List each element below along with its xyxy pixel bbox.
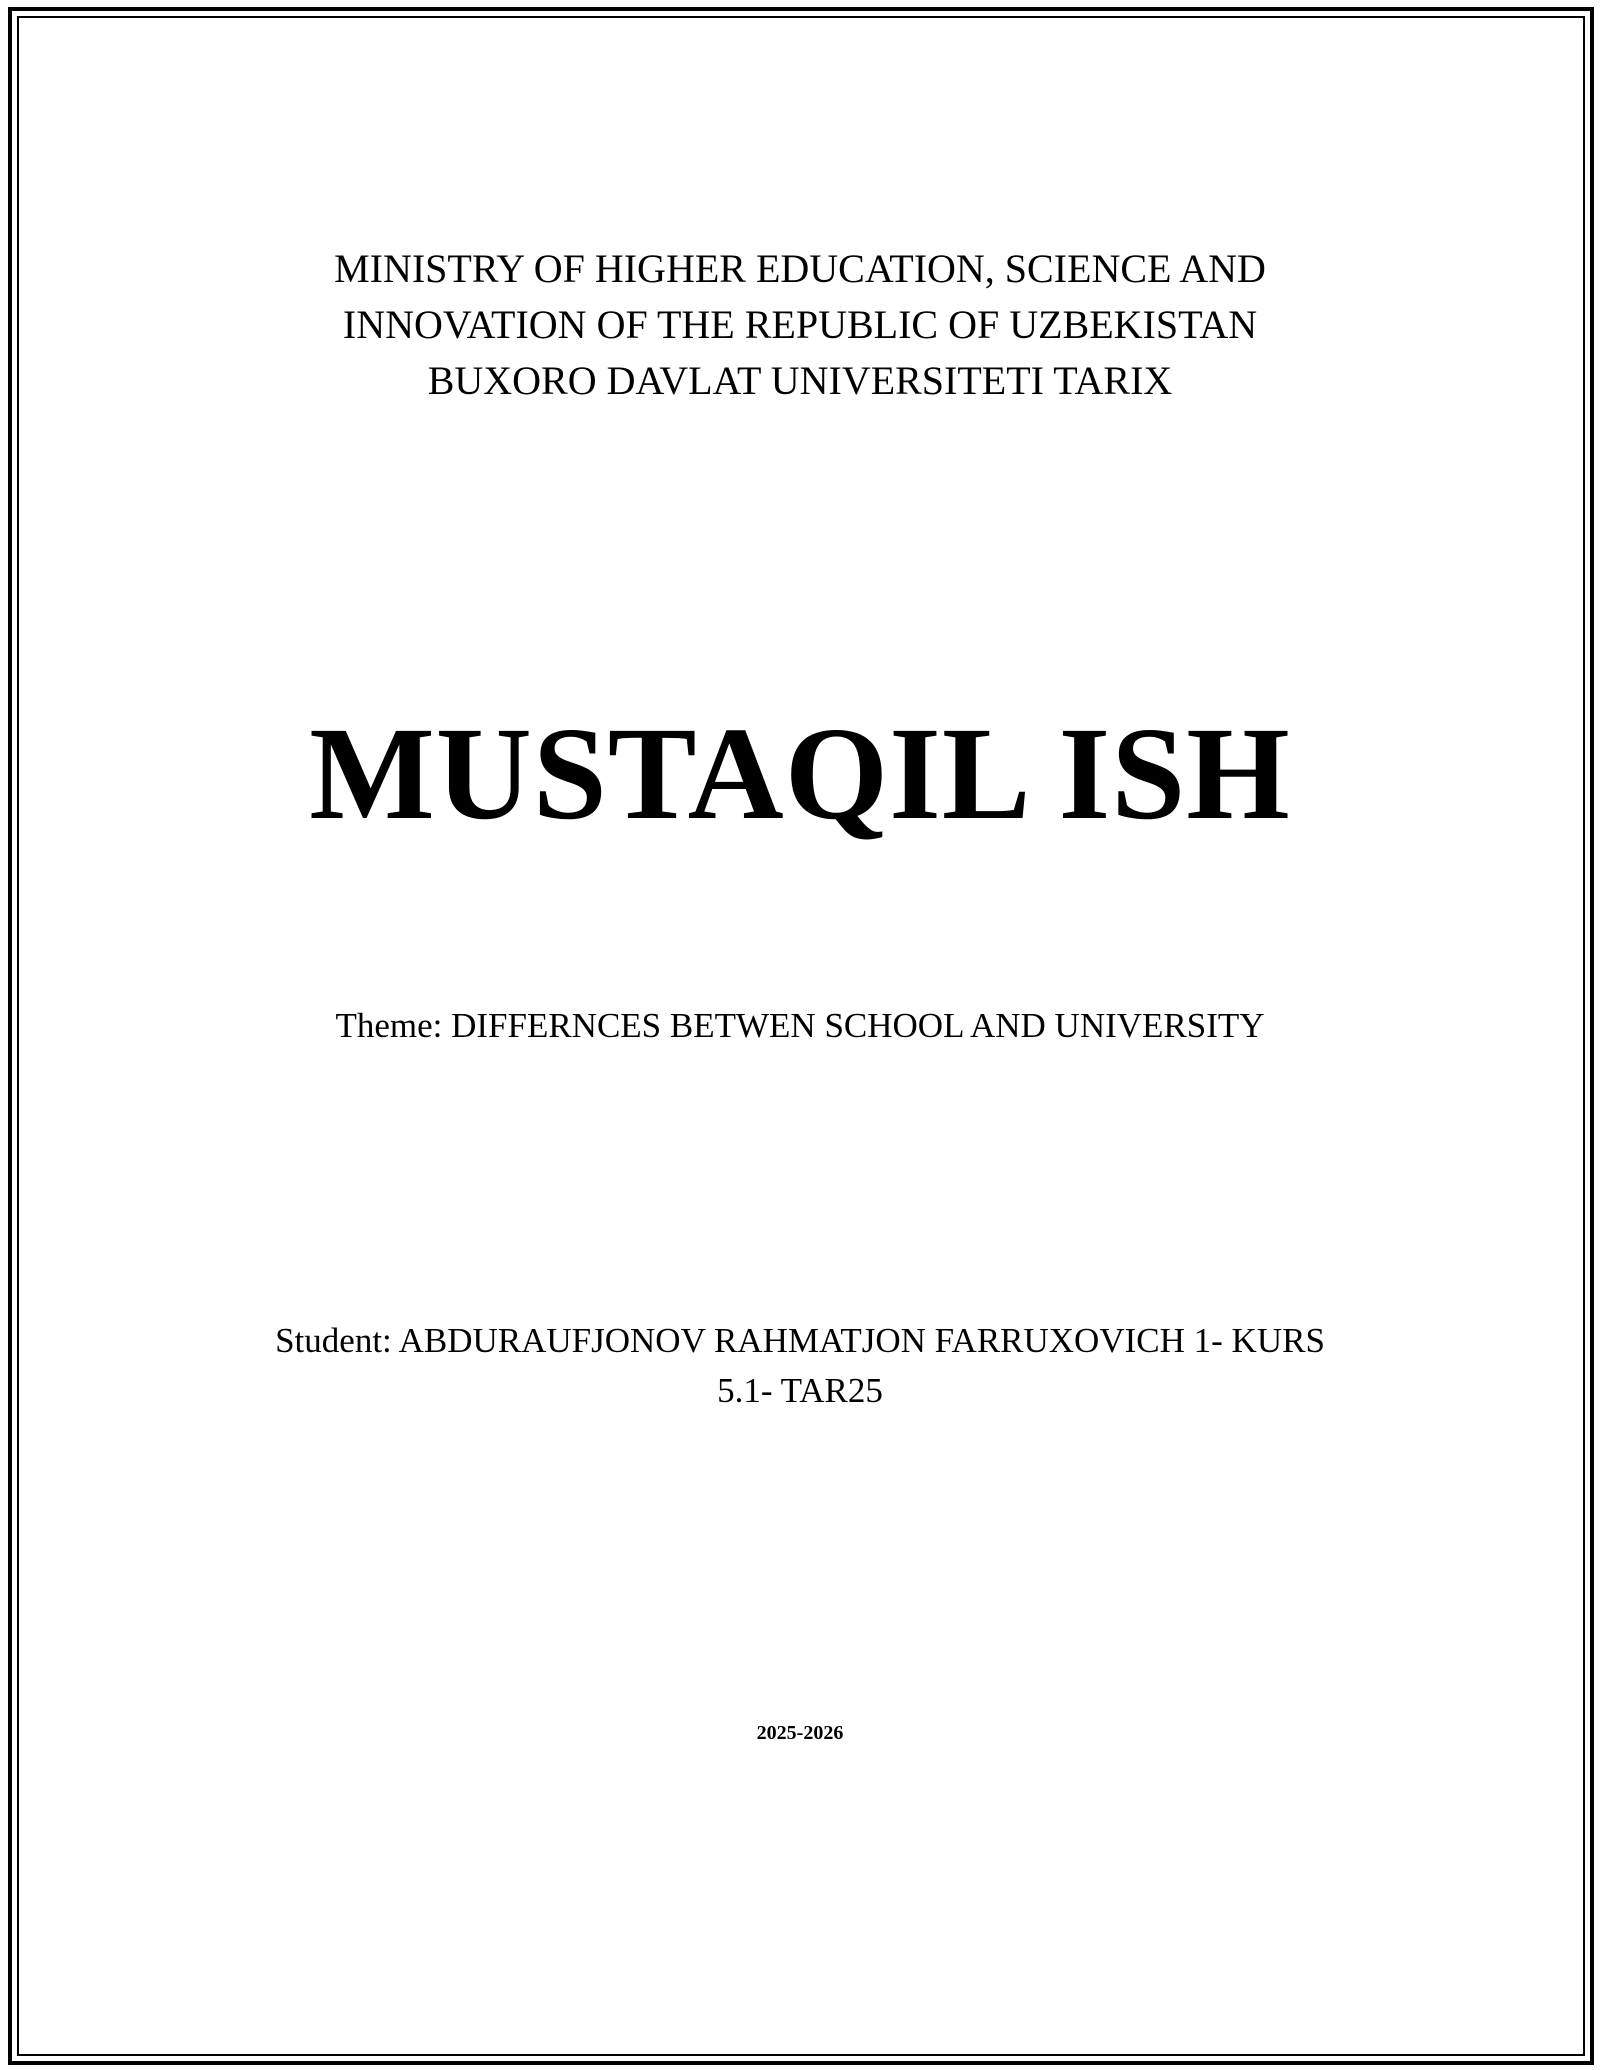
theme-line: Theme: DIFFERNCES BETWEN SCHOOL AND UNIVERSITY [335,1006,1265,1045]
academic-year: 2025-2026 [756,1722,844,1744]
header-ministry-line-1: MINISTRY OF HIGHER EDUCATION, SCIENCE AND [334,246,1266,291]
document-title: MUSTAQIL ISH [309,699,1291,847]
header-ministry-line-2: INNOVATION OF THE REPUBLIC OF UZBEKISTAN [342,302,1258,347]
header-university-line: BUXORO DAVLAT UNIVERSITETI TARIX [427,358,1173,403]
student-group-line: 5.1- TAR25 [717,1371,883,1410]
student-name-line: Student: ABDURAUFJONOV RAHMATJON FARRUXOVICH 1- KURS [275,1321,1325,1360]
